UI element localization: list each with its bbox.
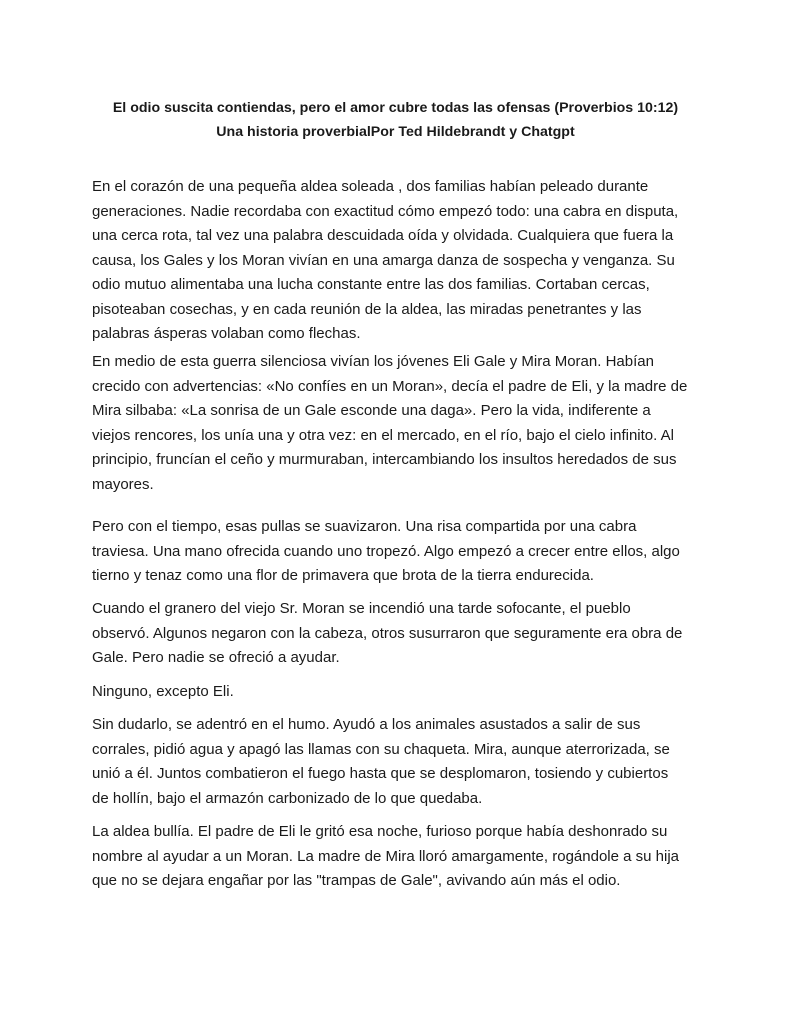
- paragraph-line: generaciones. Nadie recordaba con exactitud cómo empezó todo: una cabra en disputa,: [92, 202, 679, 220]
- paragraph-line: causa, los Gales y los Moran vivían en una amarga danza de sospecha y venganza. Su: [92, 251, 675, 269]
- paragraph-6: [92, 713, 712, 811]
- paragraph-line: unió a él. Juntos combatieron el fuego hasta que se desplomaron, tosiendo y cubiertos: [92, 765, 669, 782]
- paragraph-line: mayores.: [92, 475, 154, 493]
- paragraph-2: [92, 350, 712, 497]
- paragraph-line: Mira silbaba: «La sonrisa de un Gale esconde una daga». Pero la vida, indiferente a: [92, 402, 651, 419]
- paragraph-line: una cerca rota, tal vez una palabra descuidada oída y olvidada. Cualquiera que fuera la: [92, 227, 674, 244]
- paragraph-line: Gale. Pero nadie se ofreció a ayudar.: [92, 649, 340, 666]
- paragraph-line: corrales, pidió agua y apagó las llamas con su chaqueta. Mira, aunque aterrorizada, se: [92, 740, 670, 758]
- paragraph-line: En medio de esta guerra silenciosa vivían los jóvenes Eli Gale y Mira Moran. Habían: [92, 353, 654, 370]
- paragraph-line: odio mutuo alimentaba una lucha constante entre las dos familias. Cortaban cercas,: [92, 276, 650, 293]
- paragraph-line: nombre al ayudar a un Moran. La madre de Mira lloró amargamente, rogándole a su hija: [92, 847, 679, 865]
- paragraph-line: La aldea bullía. El padre de Eli le gritó esa noche, furioso porque había deshonrado su: [92, 823, 668, 840]
- document-subtitle: Una historia proverbialPor Ted Hildebrandt y Chatgpt: [216, 124, 575, 140]
- paragraph-line: que no se dejara engañar por las "trampas de Gale", avivando aún más el odio.: [92, 872, 621, 889]
- paragraph-line: tierno y tenaz como una flor de primavera que brota de la tierra endurecida.: [92, 567, 594, 584]
- title-block: [60, 96, 731, 144]
- paragraph-7: [92, 820, 712, 894]
- paragraph-line: En el corazón de una pequeña aldea soleada , dos familias habían peleado durante: [92, 178, 649, 195]
- paragraph-5: [92, 680, 712, 705]
- paragraph-line: Ninguno, excepto Eli.: [92, 683, 234, 700]
- paragraph-line: crecido con advertencias: «No confíes en un Moran», decía el padre de Eli, y la madre de: [92, 377, 688, 395]
- paragraph-line: Pero con el tiempo, esas pullas se suavizaron. Una risa compartida por una cabra: [92, 518, 637, 535]
- paragraph-line: de hollín, bajo el armazón carbonizado de lo que quedaba.: [92, 789, 483, 807]
- paragraph-line: principio, fruncían el ceño y murmuraban, intercambiando los insultos heredados de sus: [92, 451, 677, 468]
- paragraph-line: Cuando el granero del viejo Sr. Moran se incendió una tarde sofocante, el pueblo: [92, 600, 631, 617]
- paragraph-line: observó. Algunos negaron con la cabeza, otros susurraron que seguramente era obra de: [92, 624, 683, 642]
- paragraph-4: [92, 597, 712, 671]
- paragraph-line: viejos rencores, los unía una y otra vez: en el mercado, en el río, bajo el cielo infinito. Al: [92, 426, 674, 444]
- paragraph-line: traviesa. Una mano ofrecida cuando uno tropezó. Algo empezó a crecer entre ellos, algo: [92, 542, 680, 560]
- paragraph-line: pisoteaban cosechas, y en cada reunión de la aldea, las miradas penetrantes y las: [92, 300, 642, 318]
- paragraph-line: Sin dudarlo, se adentró en el humo. Ayudó a los animales asustados a salir de sus: [92, 716, 641, 733]
- paragraph-line: palabras ásperas volaban como flechas.: [92, 325, 361, 342]
- paragraph-3: [92, 515, 712, 589]
- paragraph-1: [92, 175, 712, 347]
- document-title: El odio suscita contiendas, pero el amor cubre todas las ofensas (Proverbios 10:12): [112, 100, 679, 116]
